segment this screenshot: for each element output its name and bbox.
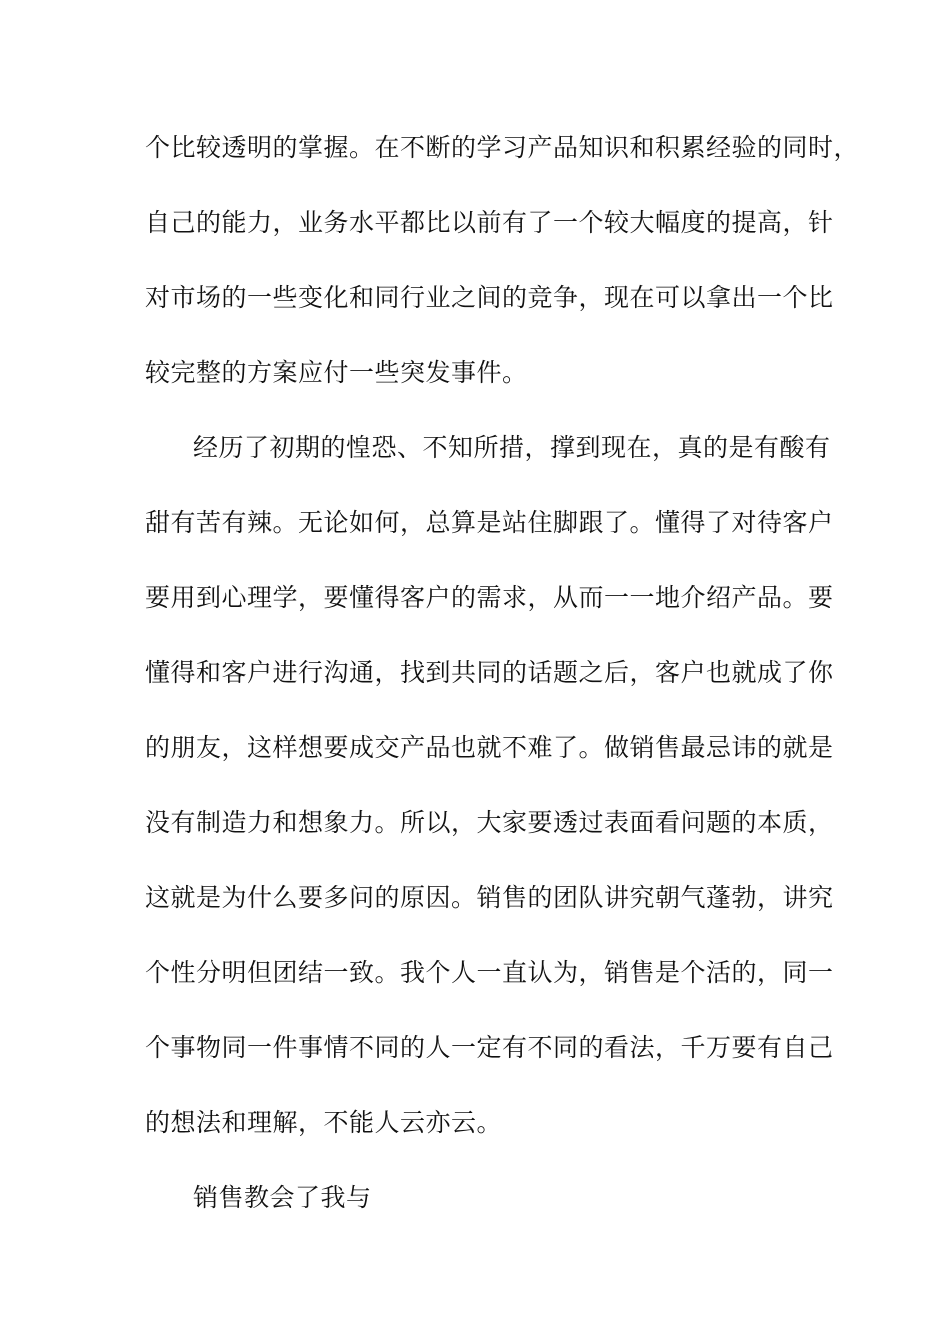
paragraph-2-line-3: 要用到心理学，要懂得客户的需求，从而一一地介绍产品。要 [145, 583, 834, 612]
paragraph-2-line-1: 经历了初期的惶恐、不知所措，撑到现在，真的是有酸有 [193, 433, 831, 462]
paragraph-2-line-6: 没有制造力和想象力。所以，大家要透过表面看问题的本质， [145, 808, 834, 837]
paragraph-3-line-1: 销售教会了我与 [193, 1183, 372, 1212]
text-line-1: 个比较透明的掌握。在不断的学习产品知识和积累经验的同时， [145, 133, 860, 162]
paragraph-2-line-2: 甜有苦有辣。无论如何，总算是站住脚跟了。懂得了对待客户 [145, 508, 834, 537]
paragraph-2-line-8: 个性分明但团结一致。我个人一直认为，销售是个活的，同一 [145, 958, 834, 987]
text-line-3: 对市场的一些变化和同行业之间的竞争，现在可以拿出一个比 [145, 283, 834, 312]
paragraph-2-line-4: 懂得和客户进行沟通，找到共同的话题之后，客户也就成了你 [145, 658, 834, 687]
paragraph-2-line-7: 这就是为什么要多问的原因。销售的团队讲究朝气蓬勃，讲究 [145, 883, 834, 912]
paragraph-2-line-5: 的朋友，这样想要成交产品也就不难了。做销售最忌讳的就是 [145, 733, 834, 762]
text-line-4: 较完整的方案应付一些突发事件。 [145, 358, 528, 387]
paragraph-2-line-10: 的想法和理解，不能人云亦云。 [145, 1108, 503, 1137]
text-line-2: 自己的能力，业务水平都比以前有了一个较大幅度的提高，针 [145, 208, 834, 237]
paragraph-2-line-9: 个事物同一件事情不同的人一定有不同的看法，千万要有自己 [145, 1033, 834, 1062]
